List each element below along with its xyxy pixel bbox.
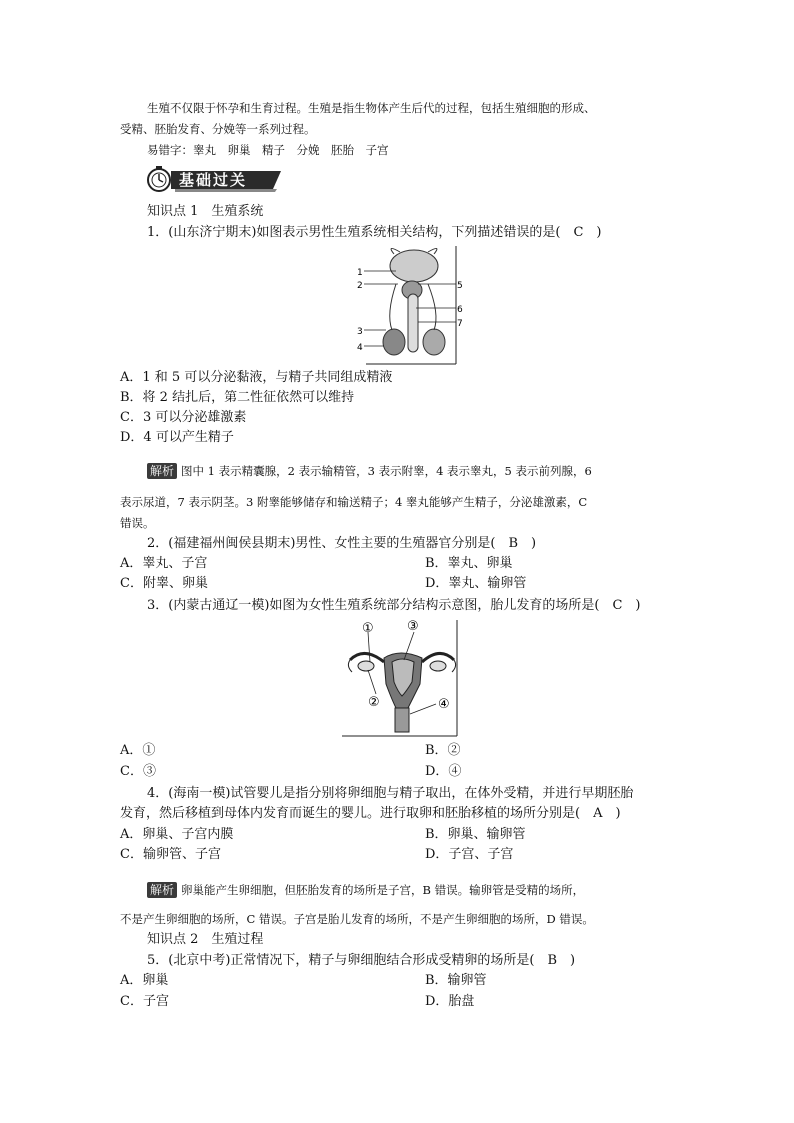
- q2-option-d: D．睾丸、输卵管: [425, 576, 527, 591]
- analysis-text: 卵巢能产生卵细胞，但胚胎发育的场所是子宫，B 错误。输卵管是受精的场所，: [181, 883, 585, 897]
- q5-stem: 5．(北京中考)正常情况下，精子与卵细胞结合形成受精卵的场所是( B ): [147, 953, 576, 968]
- q5-option-c: C．子宫: [120, 994, 169, 1009]
- diagram-label: 7: [457, 319, 463, 329]
- intro-line-2: 受精、胚胎发育、分娩等一系列过程。: [120, 122, 316, 136]
- analysis-badge: 解析: [147, 882, 177, 898]
- q4-option-b: B．卵巢、输卵管: [425, 827, 526, 842]
- q3-option-c: C．③: [120, 764, 156, 779]
- diagram-label: 3: [357, 327, 363, 337]
- q2-option-a: A．睾丸、子宫: [120, 556, 208, 571]
- q4-stem-2: 发育，然后移植到母体内发育而诞生的婴儿。进行取卵和胚胎移植的场所分别是( A ): [120, 806, 621, 821]
- section-title: 基础过关: [179, 171, 248, 189]
- knowledge-point-1: 知识点 1 生殖系统: [147, 204, 264, 219]
- diagram-label: ②: [368, 695, 380, 710]
- q5-option-b: B．输卵管: [425, 973, 487, 988]
- q1-analysis-2: 表示尿道，7 表示阴茎。3 附睾能够储存和输送精子；4 睾丸能够产生精子，分泌雄激素，C: [120, 495, 588, 509]
- q2-option-b: B．睾丸、卵巢: [425, 556, 513, 571]
- q4-option-c: C．输卵管、子宫: [120, 847, 221, 862]
- female-reproductive-diagram: [340, 618, 460, 738]
- diagram-label: 4: [357, 343, 363, 353]
- q2-stem: 2．(福建福州闽侯县期末)男性、女性主要的生殖器官分别是( B ): [147, 536, 537, 551]
- q4-option-a: A．卵巢、子宫内膜: [120, 827, 234, 842]
- q4-analysis-2: 不是产生卵细胞的场所，C 错误。子宫是胎儿发育的场所，不是产生卵细胞的场所，D 错误。: [120, 912, 594, 926]
- q1-analysis-1: [147, 463, 592, 479]
- q1-option-b: B．将 2 结扎后，第二性征依然可以维持: [120, 390, 355, 405]
- q1-option-d: D．4 可以产生精子: [120, 430, 234, 445]
- diagram-label: ①: [362, 621, 374, 636]
- analysis-badge: 解析: [147, 463, 177, 479]
- q1-analysis-3: 错误。: [120, 516, 155, 530]
- q3-option-b: B．②: [425, 743, 461, 758]
- q1-stem: 1．(山东济宁期末)如图表示男性生殖系统相关结构，下列描述错误的是( C ): [147, 225, 602, 240]
- diagram-label: ④: [438, 697, 450, 712]
- male-reproductive-diagram: [356, 244, 466, 368]
- q5-option-a: A．卵巢: [120, 973, 169, 988]
- q3-option-a: A．①: [120, 743, 156, 758]
- q3-option-d: D．④: [425, 764, 462, 779]
- q1-option-a: A．1 和 5 可以分泌黏液，与精子共同组成精液: [120, 370, 393, 385]
- analysis-text: 图中 1 表示精囊腺，2 表示输精管，3 表示附睾，4 表示睾丸，5 表示前列腺，6: [181, 464, 592, 478]
- q2-option-c: C．附睾、卵巢: [120, 576, 208, 591]
- diagram-label: 2: [357, 281, 363, 291]
- diagram-label: 6: [457, 305, 463, 315]
- intro-line-1: 生殖不仅限于怀孕和生育过程。生殖是指生物体产生后代的过程，包括生殖细胞的形成、: [147, 101, 596, 115]
- q3-stem: 3．(内蒙古通辽一模)如图为女性生殖系统部分结构示意图，胎儿发育的场所是( C ): [147, 598, 641, 613]
- q5-option-d: D．胎盘: [425, 994, 475, 1009]
- diagram-label: 5: [457, 281, 463, 291]
- diagram-label: 1: [357, 268, 363, 278]
- intro-typo-words: 易错字：睾丸 卵巢 精子 分娩 胚胎 子宫: [147, 143, 389, 157]
- q4-stem-1: 4．(海南一模)试管婴儿是指分别将卵细胞与精子取出，在体外受精，并进行早期胚胎: [147, 786, 634, 801]
- diagram-label: ③: [407, 619, 419, 634]
- q4-analysis-1: [147, 882, 584, 898]
- q4-option-d: D．子宫、子宫: [425, 847, 514, 862]
- knowledge-point-2: 知识点 2 生殖过程: [147, 932, 264, 947]
- section-header: [145, 165, 285, 193]
- q1-option-c: C．3 可以分泌雄激素: [120, 410, 247, 425]
